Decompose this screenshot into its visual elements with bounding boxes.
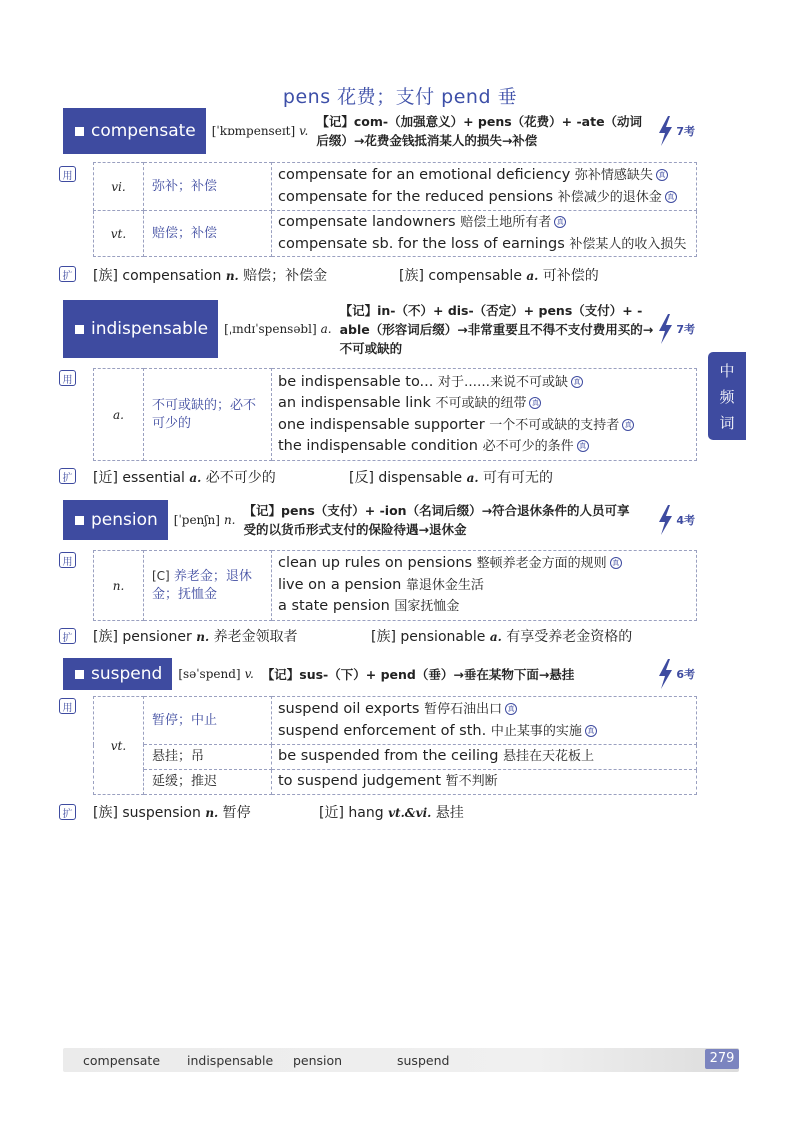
footer-word: indispensable [187, 1053, 274, 1068]
exam-source-mark: 真 [505, 703, 517, 715]
exam-frequency: 7考 [657, 314, 695, 344]
page-title: pens 花费；支付 pend 垂 [282, 86, 518, 108]
exam-frequency: 4考 [657, 505, 695, 535]
headword: compensate [91, 121, 196, 141]
example: a state pension 国家抚恤金 [278, 598, 460, 615]
example: the indispensable condition 必不可少的条件 真 [278, 436, 690, 458]
entry-header [63, 300, 697, 358]
entry-pension: pension [ˈpenʃn] n. 【记】pens（支付）+ -ion（名词后缀）→符合退休条件的人员可享受的以货币形式支付的保险待遇→退休金 4考 用 n. [C] 养老金；退休金；抚恤金 clean up rules on pensions 整顿养老金方面的规则 真 live on a pension 靠退休金生活 a state pension 国家抚恤金 扩 [族] pensioner n. 养老金领取者 [族] pensionable a. 有享受养老金资格的 [63, 500, 697, 540]
entry-header [63, 658, 697, 690]
example: be indispensable to... 对于……来说不可或缺 真 [278, 372, 690, 394]
table-row: a. 不可或缺的；必不可少的 be indispensable to... 对于……来说不可或缺 真 an indispensable link 不可或缺的纽带 真 one indispensable supporter 一个不可或缺的支持者 真 the indispensable condition 必不可少的条件 真 [94, 369, 697, 461]
headword-box [63, 658, 172, 690]
footer-word-strip [63, 1048, 739, 1072]
memory-tip: 【记】pens（支付）+ -ion（名词后缀）→符合退休条件的人员可享受的以货币形式支付的保险待遇→退休金 [243, 503, 630, 537]
entry-indispensable: indispensable [ˌɪndɪˈspensəbl] a. 【记】in-（不）+ dis-（否定）+ pens（支付）+ -able（形容词后缀）→非常重要且不得不支付费用买的→不可或缺的 7考 用 a. 不可或缺的；必不可少的 be indispensable to... 对于……来说不可或缺 真 an indispensable link 不可或缺的纽带 真 one indispensable supporter 一个不可或缺的支持者 真 the indispensable condition 必不可少的条件 真 扩 [近] essential a. 必不可少的 [反] dispensable a. 可有可无的 [63, 300, 697, 358]
definition-table [93, 162, 697, 257]
pronunciation: [səˈspend] v. [178, 667, 254, 681]
use-icon: 用 [59, 166, 76, 182]
exam-frequency: 7考 [657, 116, 695, 146]
table-row: 延缓；推迟 to suspend judgement 暂不判断 [94, 770, 697, 795]
table-row: 悬挂；吊 be suspended from the ceiling 悬挂在天花板上 [94, 745, 697, 770]
lightning-icon [657, 505, 673, 535]
example: compensate sb. for the loss of earnings 补偿某人的收入损失 [278, 235, 687, 252]
footer-word: suspend [397, 1053, 450, 1068]
headword-box [63, 108, 206, 154]
footer-word: pension [293, 1053, 343, 1068]
page-number: 279 [705, 1049, 739, 1069]
extension-icon: 扩 [59, 804, 76, 820]
exam-source-mark: 真 [656, 169, 668, 181]
extension-icon: 扩 [59, 266, 76, 282]
use-icon: 用 [59, 552, 76, 568]
entry-suspend: suspend [səˈspend] v. 【记】sus-（下）+ pend（垂）→垂在某物下面→悬挂 6考 用 vt. 暂停；中止 suspend oil exports 暂停石油出口 真 suspend enforcement of sth. 中止某事的实施 真 悬挂；吊 be suspended from the ceiling 悬挂在天花板上 延缓；推迟 to suspend judgement 暂不判断 扩 [族] suspension n. 暂停 [近] hang vt.&vi. 悬挂 [63, 658, 697, 690]
exam-source-mark: 真 [665, 191, 677, 203]
exam-source-mark: 真 [571, 376, 583, 388]
headword: suspend [91, 664, 163, 684]
entry-header [63, 108, 697, 154]
example: one indispensable supporter 一个不可或缺的支持者 真 [278, 415, 690, 437]
headword: indispensable [91, 319, 209, 339]
use-icon: 用 [59, 698, 76, 714]
example: compensate for the reduced pensions 补偿减少的退休金 真 [278, 187, 690, 209]
example: clean up rules on pensions 整顿养老金方面的规则 真 [278, 553, 690, 575]
extension-icon: 扩 [59, 468, 76, 484]
headword-box [63, 300, 218, 358]
example: live on a pension 靠退休金生活 [278, 576, 484, 593]
pronunciation: [ˌɪndɪˈspensəbl] a. [224, 322, 332, 336]
example: suspend oil exports 暂停石油出口 真 [278, 699, 690, 721]
example: compensate for an emotional deficiency 弥补情感缺失 真 [278, 165, 690, 187]
definition-table [93, 550, 697, 621]
exam-source-mark: 真 [585, 725, 597, 737]
frequency-side-tab: 中 频 词 [708, 352, 746, 440]
table-row: vi. 弥补；补偿 compensate for an emotional deficiency 弥补情感缺失 真 compensate for the reduced pensions 补偿减少的退休金 真 [94, 163, 697, 211]
example: suspend enforcement of sth. 中止某事的实施 真 [278, 721, 690, 743]
table-row: vt. 暂停；中止 suspend oil exports 暂停石油出口 真 suspend enforcement of sth. 中止某事的实施 真 [94, 697, 697, 745]
definition-table [93, 368, 697, 461]
memory-tip: 【记】sus-（下）+ pend（垂）→垂在某物下面→悬挂 [261, 666, 575, 682]
pronunciation: [ˈkɒmpenseɪt] v. [211, 124, 309, 138]
entry-compensate: compensate [ˈkɒmpenseɪt] v. 【记】com-（加强意义）+ pens（花费）+ -ate（动词后缀）→花费金钱抵消某人的损失→补偿 7考 用 vi. 弥补；补偿 compensate for an emotional deficiency 弥补情感缺失 真 compensate for the reduced pensions 补偿减少的退休金 真 vt. 赔偿；补偿 compensate landowners 赔偿土地所有者 真 compensate sb. for the loss of earnings 补偿某人的收入损失 扩 [族] compensation n. 赔偿；补偿金 [族] compensable a. 可补偿的 [63, 108, 697, 154]
footer-word: compensate [83, 1053, 161, 1068]
table-row: n. [C] 养老金；退休金；抚恤金 clean up rules on pensions 整顿养老金方面的规则 真 live on a pension 靠退休金生活 a state pension 国家抚恤金 [94, 551, 697, 621]
example: to suspend judgement 暂不判断 [278, 773, 498, 790]
example: be suspended from the ceiling 悬挂在天花板上 [278, 748, 595, 765]
entry-header [63, 500, 697, 540]
headword-box [63, 500, 168, 540]
use-icon: 用 [59, 370, 76, 386]
example: an indispensable link 不可或缺的纽带 真 [278, 393, 690, 415]
lightning-icon [657, 116, 673, 146]
exam-source-mark: 真 [622, 419, 634, 431]
exam-source-mark: 真 [577, 440, 589, 452]
memory-tip: 【记】in-（不）+ dis-（否定）+ pens（支付）+ -able（形容词后缀）→非常重要且不得不支付费用买的→不可或缺的 [339, 302, 654, 356]
memory-tip: 【记】com-（加强意义）+ pens（花费）+ -ate（动词后缀）→花费金钱抵消某人的损失→补偿 [316, 114, 643, 148]
exam-source-mark: 真 [529, 397, 541, 409]
headword: pension [91, 510, 158, 530]
definition-table [93, 696, 697, 795]
example: compensate landowners 赔偿土地所有者 真 [278, 212, 690, 234]
exam-source-mark: 真 [610, 557, 622, 569]
table-row: vt. 赔偿；补偿 compensate landowners 赔偿土地所有者 真 compensate sb. for the loss of earnings 补偿某人的收入损失 [94, 211, 697, 257]
extension-icon: 扩 [59, 628, 76, 644]
pronunciation: [ˈpenʃn] n. [173, 513, 236, 527]
lightning-icon [657, 659, 673, 689]
lightning-icon [657, 314, 673, 344]
exam-frequency: 6考 [657, 659, 695, 689]
exam-source-mark: 真 [554, 216, 566, 228]
